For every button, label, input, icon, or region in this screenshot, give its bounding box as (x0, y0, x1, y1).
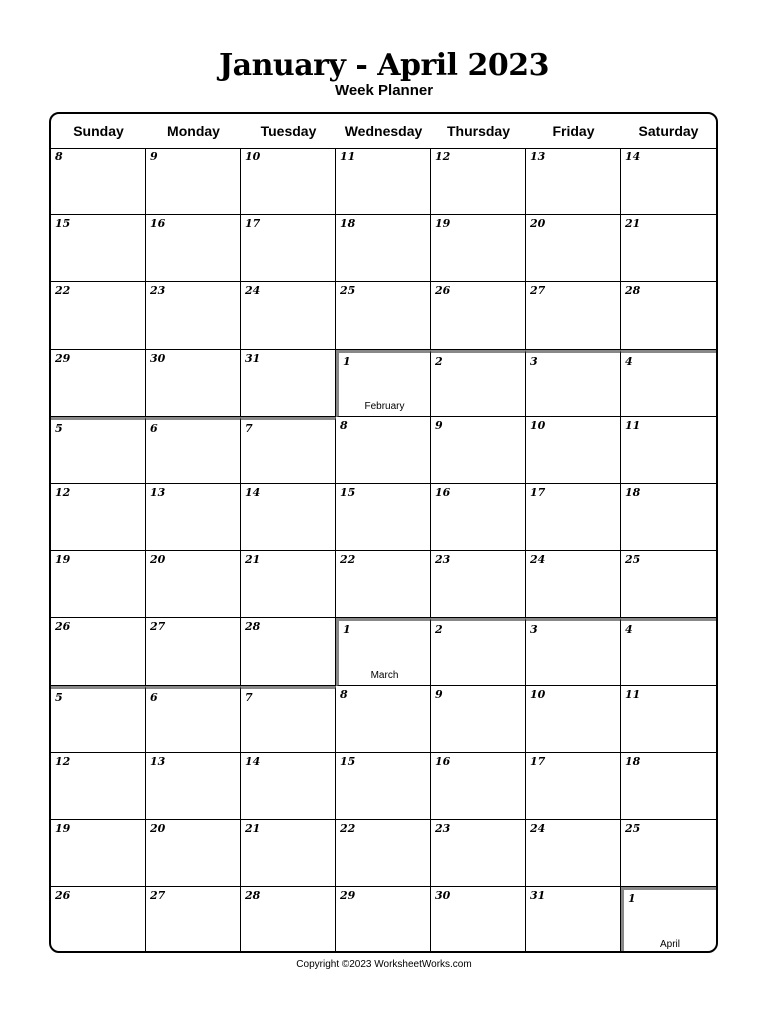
day-number: 20 (150, 553, 166, 567)
day-number: 21 (625, 217, 641, 231)
day-number: 23 (435, 822, 451, 835)
day-number: 24 (245, 284, 261, 298)
day-cell[interactable] (431, 282, 526, 349)
day-number: 16 (150, 217, 166, 231)
day-cell[interactable] (51, 484, 146, 551)
copyright-footer: Copyright ©2023 WorksheetWorks.com (296, 959, 472, 970)
day-number: 8 (55, 150, 63, 163)
day-number: 29 (55, 351, 71, 365)
day-number: 9 (435, 418, 443, 432)
day-number: 14 (625, 150, 641, 163)
day-cell[interactable] (621, 215, 716, 282)
day-cell[interactable] (146, 753, 241, 820)
day-number: 14 (245, 486, 261, 499)
day-cell[interactable] (621, 350, 716, 417)
day-number: 27 (150, 620, 166, 634)
day-cell[interactable] (431, 686, 526, 753)
day-cell[interactable] (621, 753, 716, 820)
day-number: 26 (435, 284, 451, 298)
day-cell[interactable] (621, 484, 716, 551)
day-cell[interactable] (526, 753, 621, 820)
day-number: 18 (625, 754, 641, 768)
day-cell[interactable] (146, 887, 241, 953)
day-number: 19 (55, 822, 71, 835)
day-number: 7 (245, 690, 253, 704)
day-cell[interactable] (336, 887, 431, 953)
day-number: 18 (625, 486, 641, 499)
day-cell[interactable] (526, 887, 621, 953)
day-cell[interactable] (146, 551, 241, 618)
day-cell[interactable] (621, 618, 716, 685)
day-number: 9 (435, 687, 443, 701)
day-cell[interactable] (241, 551, 336, 618)
day-cell[interactable] (51, 350, 146, 417)
day-cell[interactable] (621, 551, 716, 618)
day-cell[interactable] (621, 686, 716, 753)
day-number: 24 (530, 553, 546, 567)
day-cell[interactable] (51, 820, 146, 887)
day-number: 27 (530, 284, 546, 298)
day-cell[interactable] (431, 551, 526, 618)
day-cell[interactable] (431, 484, 526, 551)
day-number: 21 (245, 553, 261, 567)
day-cell[interactable] (241, 417, 336, 484)
day-cell[interactable] (146, 417, 241, 484)
day-number: 19 (55, 553, 71, 567)
day-cell[interactable] (336, 215, 431, 282)
day-number: 26 (55, 620, 71, 634)
day-number: 1 (343, 623, 351, 637)
day-cell[interactable] (526, 820, 621, 887)
day-cell[interactable] (431, 215, 526, 282)
day-number: 3 (530, 354, 538, 368)
day-number: 23 (435, 553, 451, 567)
day-number: 4 (625, 623, 633, 637)
day-number: 12 (55, 754, 71, 768)
month-label: February (364, 400, 405, 412)
day-cell[interactable] (146, 618, 241, 685)
day-cell[interactable] (526, 686, 621, 753)
day-number: 31 (530, 889, 546, 903)
day-number: 21 (245, 822, 261, 835)
day-cell[interactable] (51, 148, 146, 215)
day-cell[interactable] (621, 417, 716, 484)
day-cell[interactable] (526, 618, 621, 685)
weekday-header-row (51, 114, 716, 149)
day-cell[interactable] (146, 282, 241, 349)
weekday-header-monday: Monday (167, 123, 220, 139)
day-number: 10 (530, 687, 546, 701)
day-number: 25 (340, 284, 356, 298)
day-cell[interactable] (51, 215, 146, 282)
day-number: 2 (435, 623, 443, 637)
day-number: 8 (340, 687, 348, 701)
day-number: 31 (245, 351, 261, 365)
day-cell[interactable] (621, 820, 716, 887)
day-number: 20 (150, 822, 166, 835)
day-cell[interactable] (51, 282, 146, 349)
day-cell[interactable] (241, 215, 336, 282)
day-number: 26 (55, 889, 71, 903)
day-cell[interactable] (526, 484, 621, 551)
day-cell[interactable] (146, 148, 241, 215)
day-number: 8 (340, 418, 348, 432)
day-number: 24 (530, 822, 546, 835)
day-number: 27 (150, 889, 166, 903)
page-subtitle: Week Planner (334, 82, 434, 99)
weekday-header-tuesday: Tuesday (260, 123, 317, 139)
day-cell[interactable] (241, 887, 336, 953)
day-number: 11 (625, 418, 641, 432)
day-cell[interactable] (241, 282, 336, 349)
day-cell[interactable] (431, 618, 526, 685)
day-cell[interactable] (526, 215, 621, 282)
day-number: 22 (340, 553, 356, 567)
day-number: 22 (55, 284, 71, 298)
day-number: 15 (340, 754, 356, 768)
day-cell[interactable] (526, 417, 621, 484)
day-cell[interactable] (336, 820, 431, 887)
day-cell[interactable] (146, 215, 241, 282)
day-number: 17 (530, 754, 546, 768)
day-cell[interactable] (241, 484, 336, 551)
day-number: 28 (625, 284, 641, 298)
day-cell[interactable] (51, 618, 146, 685)
day-number: 28 (245, 889, 261, 903)
day-cell[interactable] (431, 753, 526, 820)
weekday-header-friday: Friday (552, 123, 595, 139)
day-cell[interactable] (241, 753, 336, 820)
day-number: 12 (55, 486, 71, 499)
day-number: 3 (530, 623, 538, 637)
day-cell[interactable] (336, 753, 431, 820)
day-number: 16 (435, 754, 451, 768)
day-cell[interactable] (621, 282, 716, 349)
day-cell[interactable] (51, 417, 146, 484)
day-number: 15 (55, 217, 71, 231)
month-label: March (370, 669, 399, 681)
day-number: 7 (245, 421, 253, 435)
day-number: 30 (150, 351, 166, 365)
weekday-header-saturday: Saturday (638, 123, 699, 139)
day-cell[interactable] (336, 484, 431, 551)
day-number: 25 (625, 822, 641, 835)
day-number: 4 (625, 354, 633, 368)
day-number: 17 (530, 486, 546, 499)
day-number: 16 (435, 486, 451, 499)
day-cell[interactable] (146, 484, 241, 551)
day-cell[interactable] (431, 887, 526, 953)
weekday-header-sunday: Sunday (73, 123, 124, 139)
day-number: 13 (530, 150, 546, 163)
day-number: 5 (55, 421, 63, 435)
day-number: 19 (435, 217, 451, 231)
day-number: 17 (245, 217, 261, 231)
day-number: 1 (343, 354, 351, 368)
day-cell[interactable] (241, 686, 336, 753)
day-cell[interactable] (336, 618, 431, 685)
day-cell[interactable] (336, 350, 431, 417)
day-cell[interactable] (146, 820, 241, 887)
month-label: April (659, 939, 680, 951)
day-number: 20 (530, 217, 546, 231)
day-number: 10 (530, 418, 546, 432)
day-number: 23 (150, 284, 166, 298)
weekday-header-thursday: Thursday (446, 123, 510, 139)
day-number: 22 (340, 822, 356, 835)
day-cell[interactable] (621, 148, 716, 215)
day-cell[interactable] (51, 753, 146, 820)
day-number: 6 (150, 690, 158, 704)
day-cell[interactable] (336, 686, 431, 753)
day-cell[interactable] (431, 820, 526, 887)
page-title: January - April 2023 (218, 48, 550, 83)
day-number: 25 (625, 553, 641, 567)
day-cell[interactable] (431, 148, 526, 215)
day-number: 11 (625, 687, 641, 701)
day-number: 6 (150, 421, 158, 435)
day-number: 29 (340, 889, 356, 903)
calendar-grid (49, 112, 718, 953)
day-cell[interactable] (621, 887, 716, 953)
day-cell[interactable] (336, 417, 431, 484)
day-cell[interactable] (526, 551, 621, 618)
day-cell[interactable] (51, 686, 146, 753)
day-cell[interactable] (51, 551, 146, 618)
day-number: 28 (245, 620, 261, 634)
day-number: 1 (628, 892, 636, 906)
day-number: 2 (435, 354, 443, 368)
day-cell[interactable] (241, 350, 336, 417)
day-cell[interactable] (431, 417, 526, 484)
day-number: 30 (435, 889, 451, 903)
day-number: 15 (340, 486, 356, 499)
day-cell[interactable] (241, 820, 336, 887)
day-cell[interactable] (146, 686, 241, 753)
day-cell[interactable] (336, 282, 431, 349)
day-number: 9 (150, 150, 158, 163)
day-cell[interactable] (526, 148, 621, 215)
day-number: 5 (55, 690, 63, 704)
day-number: 10 (245, 150, 261, 163)
day-number: 14 (245, 754, 261, 768)
day-number: 13 (150, 754, 166, 768)
day-number: 11 (340, 150, 356, 163)
day-number: 12 (435, 150, 451, 163)
day-cell[interactable] (146, 350, 241, 417)
day-cell[interactable] (241, 618, 336, 685)
day-cell[interactable] (51, 887, 146, 953)
day-cell[interactable] (526, 350, 621, 417)
day-number: 13 (150, 486, 166, 499)
day-cell[interactable] (241, 148, 336, 215)
weekday-header-wednesday: Wednesday (344, 123, 423, 139)
day-number: 18 (340, 217, 356, 231)
day-cell[interactable] (336, 148, 431, 215)
day-cell[interactable] (431, 350, 526, 417)
day-cell[interactable] (526, 282, 621, 349)
day-cell[interactable] (336, 551, 431, 618)
